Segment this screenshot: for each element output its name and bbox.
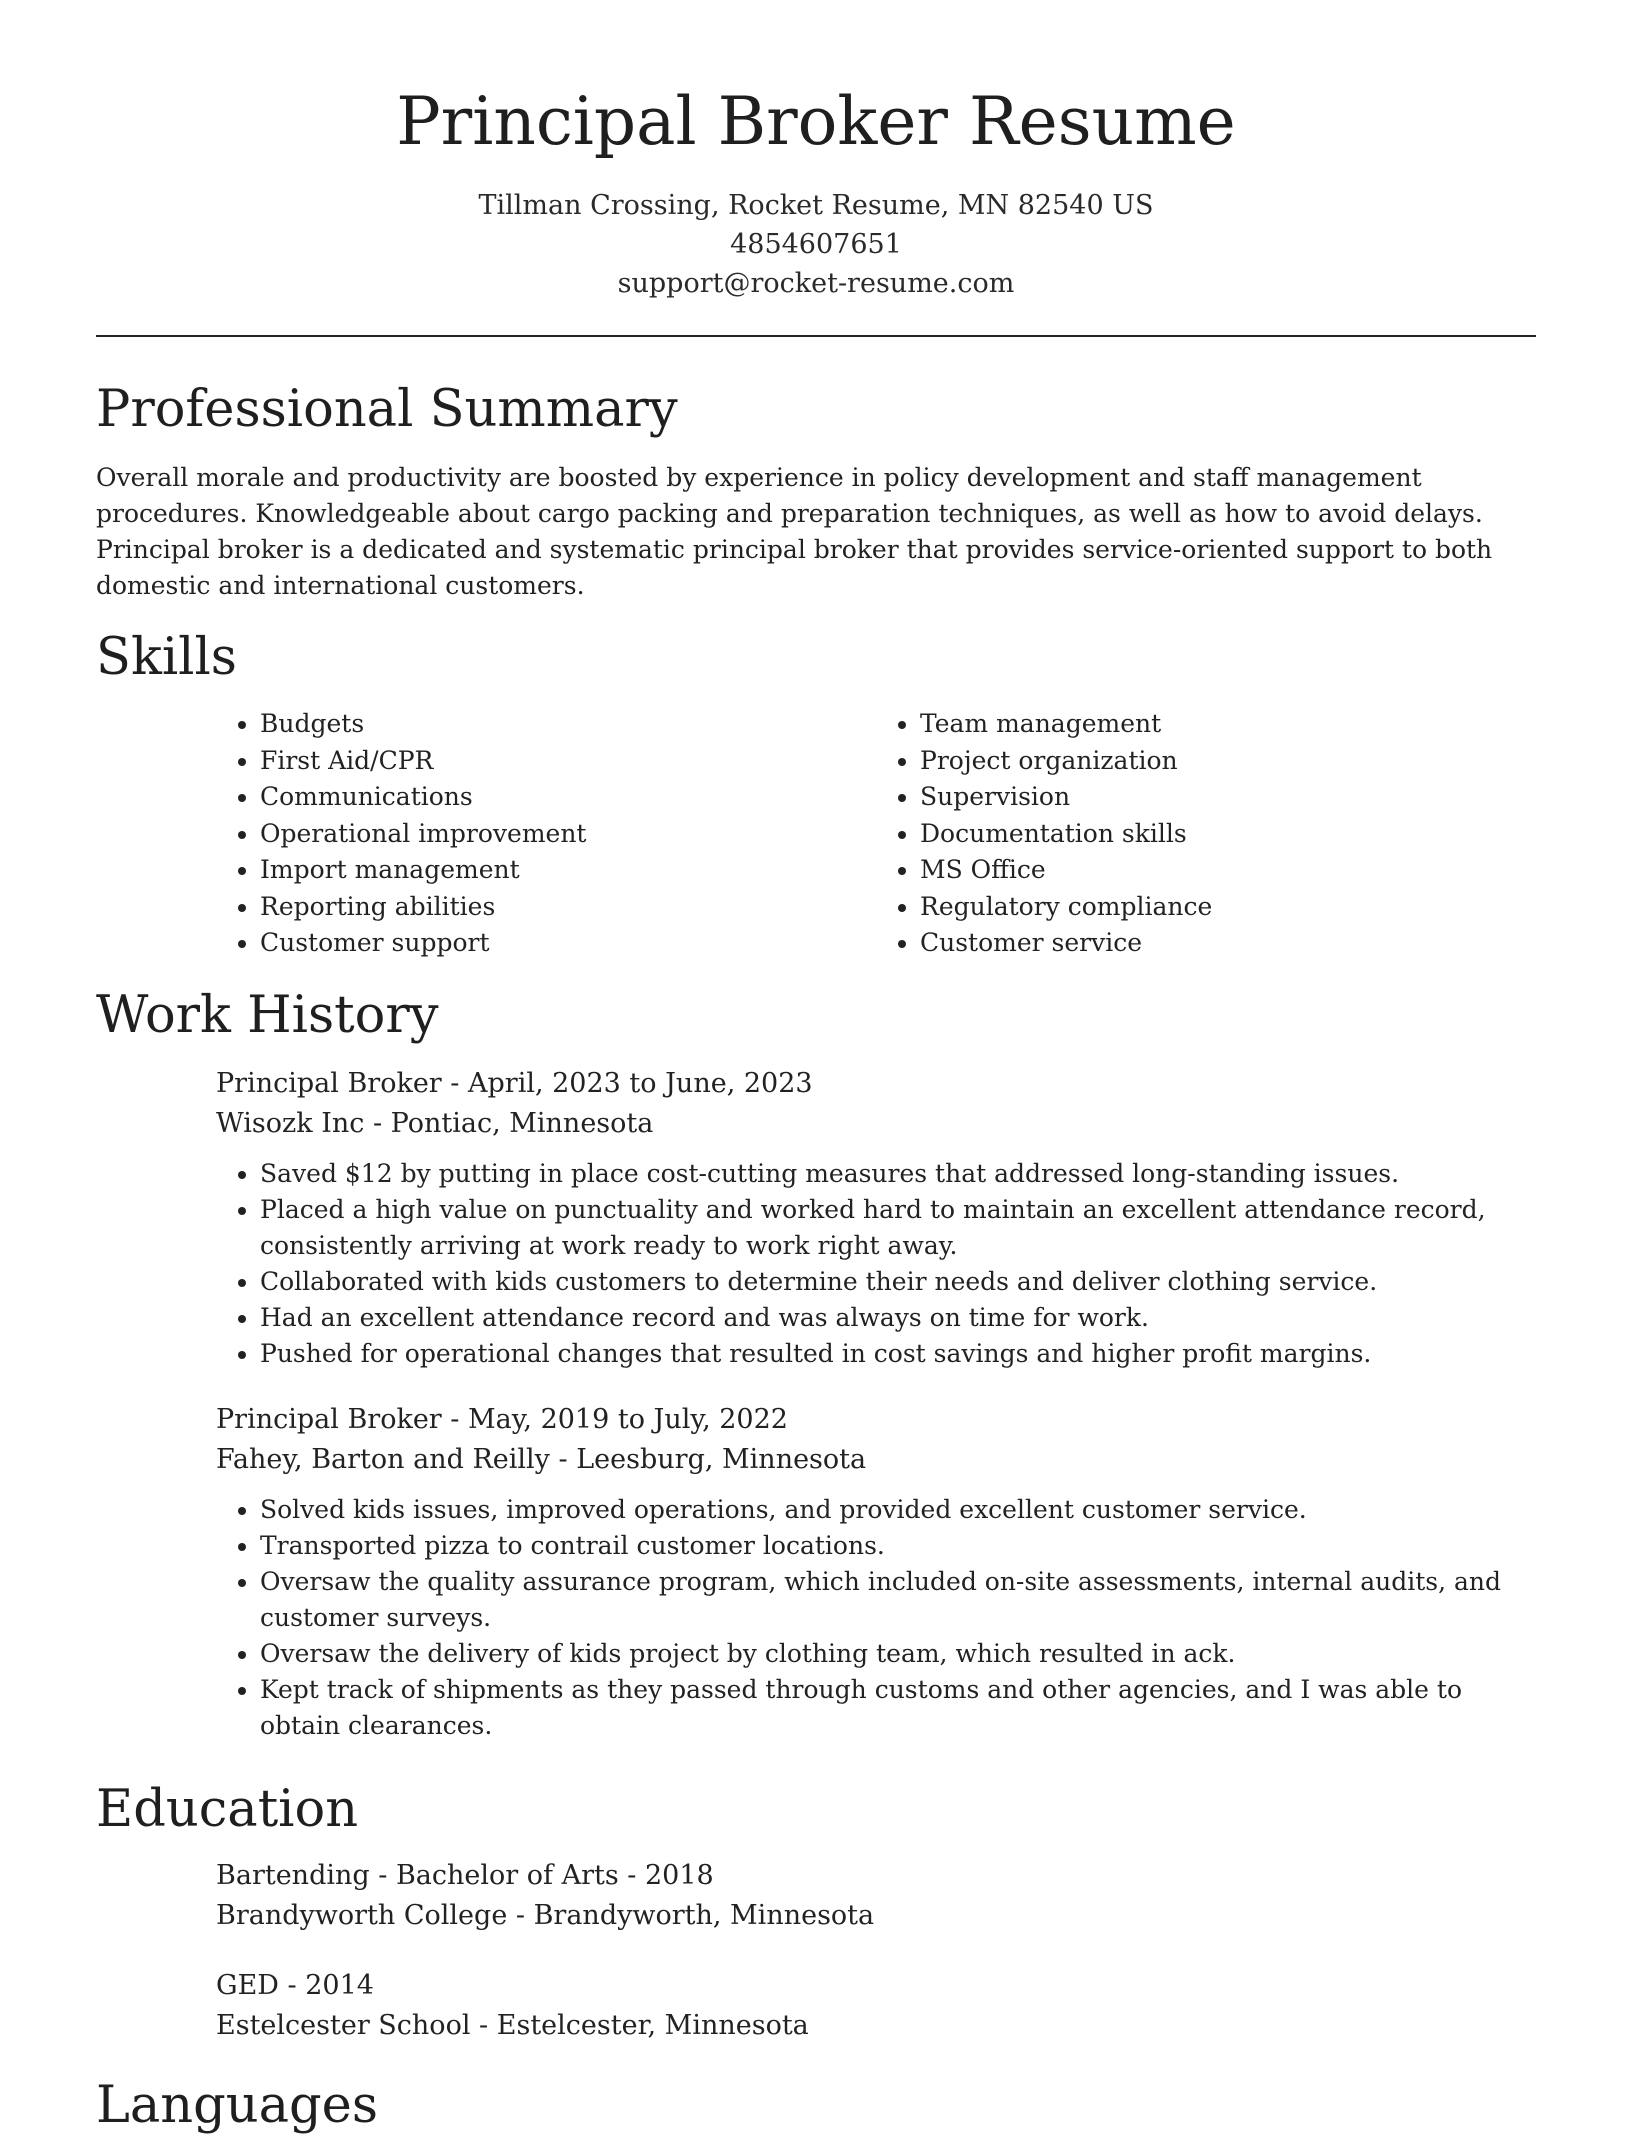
skill-item: • Customer service: [920, 925, 1536, 962]
skill-item: • Reporting abilities: [260, 889, 876, 926]
job-duty: • Solved kids issues, improved operations, and provided excellent customer service.: [260, 1492, 1536, 1528]
contact-block: [96, 186, 1536, 303]
job-duties-list: [216, 1156, 1536, 1372]
summary-text: Overall morale and productivity are boosted by experience in policy development and staff management procedures. Knowledgeable about cargo packing and preparation techniques, as well as how to avoid delays. Principal broker is a dedicated and systematic principal broker that provides service-oriented support to both domestic and international customers.: [96, 463, 1493, 601]
school-location: - Estelcester, Minnesota: [470, 2010, 809, 2042]
skill-item: • Team management: [920, 706, 1536, 743]
resume-title: Principal Broker Resume: [396, 83, 1236, 160]
contact-email: support@rocket-resume.com: [617, 267, 1015, 299]
job-entry: [216, 1400, 1536, 1744]
degree-line: [216, 1856, 1536, 1896]
job-duty: • Had an excellent attendance record and was always on time for work.: [260, 1300, 1536, 1336]
skill-item: • Import management: [260, 852, 876, 889]
skill-item: • Operational improvement: [260, 816, 876, 853]
school-line: [216, 1896, 1536, 1936]
job-location: Leesburg, Minnesota: [576, 1444, 867, 1476]
education-entry: [216, 1966, 1536, 2046]
job-dates: April, 2023 to June, 2023: [468, 1068, 813, 1100]
degree-field: Bartending: [216, 1860, 370, 1892]
school-name: Brandyworth College: [216, 1900, 508, 1932]
education-entry: [216, 1856, 1536, 1936]
header-divider: [96, 335, 1536, 337]
job-company-line: Wisozk Inc - Pontiac, Minnesota: [216, 1108, 654, 1140]
job-duty: • Kept track of shipments as they passed through customs and other agencies, and I was able to obtain clearances.: [260, 1672, 1536, 1744]
job-duty: • Pushed for operational changes that resulted in cost savings and higher profit margins.: [260, 1336, 1536, 1372]
job-entry: [216, 1064, 1536, 1372]
languages-heading: Languages: [96, 2076, 379, 2135]
summary-heading: Professional Summary: [96, 380, 678, 439]
work-history-section: [96, 988, 1536, 1744]
job-company-line: Fahey, Barton and Reilly - Leesburg, Minnesota: [216, 1444, 867, 1476]
work-history-heading: Work History: [96, 986, 439, 1045]
job-duty: • Oversaw the quality assurance program, which included on-site assessments, internal audits, and customer surveys.: [260, 1564, 1536, 1636]
skills-section: [96, 630, 1536, 962]
languages-section: [96, 2078, 1536, 2134]
job-location: Pontiac, Minnesota: [390, 1108, 654, 1140]
skill-item: • MS Office: [920, 852, 1536, 889]
degree-details: GED - 2014: [216, 1970, 374, 2002]
contact-address: Tillman Crossing, Rocket Resume, MN 82540 US: [478, 189, 1154, 221]
job-title-line: Principal Broker - May, 2019 to July, 2022: [216, 1404, 788, 1436]
skill-item: • Regulatory compliance: [920, 889, 1536, 926]
job-duty: • Transported pizza to contrail customer locations.: [260, 1528, 1536, 1564]
skills-heading: Skills: [96, 628, 237, 687]
resume-header: [96, 0, 1536, 337]
skill-item: • Communications: [260, 779, 876, 816]
school-location: - Brandyworth, Minnesota: [507, 1900, 875, 1932]
job-role: Principal Broker: [216, 1404, 442, 1436]
job-duties-list: [216, 1492, 1536, 1744]
skill-item: • Project organization: [920, 743, 1536, 780]
school-name: Estelcester School: [216, 2010, 471, 2042]
job-duty: • Placed a high value on punctuality and worked hard to maintain an excellent attendance record, consistently arriving at work ready to work right away.: [260, 1192, 1536, 1264]
job-duty: • Saved $12 by putting in place cost-cutting measures that addressed long-standing issues.: [260, 1156, 1536, 1192]
job-duty: • Collaborated with kids customers to determine their needs and deliver clothing service.: [260, 1264, 1536, 1300]
skills-list-right: [876, 706, 1536, 962]
skill-item: • Supervision: [920, 779, 1536, 816]
skills-columns: [216, 706, 1536, 962]
education-section: [96, 1782, 1536, 2046]
degree-line: [216, 1966, 1536, 2006]
skill-item: • Documentation skills: [920, 816, 1536, 853]
job-title-line: Principal Broker - April, 2023 to June, 2023: [216, 1068, 813, 1100]
job-company: Wisozk Inc: [216, 1108, 365, 1140]
skill-item: • Budgets: [260, 706, 876, 743]
school-line: [216, 2006, 1536, 2046]
skills-list-left: [216, 706, 876, 962]
job-duty: • Oversaw the delivery of kids project by clothing team, which resulted in ack.: [260, 1636, 1536, 1672]
job-company: Fahey, Barton and Reilly: [216, 1444, 550, 1476]
job-role: Principal Broker: [216, 1068, 442, 1100]
contact-phone: 4854607651: [730, 228, 902, 260]
education-heading: Education: [96, 1780, 359, 1839]
job-dates: May, 2019 to July, 2022: [468, 1404, 788, 1436]
skill-item: • Customer support: [260, 925, 876, 962]
summary-section: [96, 382, 1536, 604]
skill-item: • First Aid/CPR: [260, 743, 876, 780]
degree-details: - Bachelor of Arts - 2018: [369, 1860, 714, 1892]
resume-page: [96, 0, 1536, 2135]
